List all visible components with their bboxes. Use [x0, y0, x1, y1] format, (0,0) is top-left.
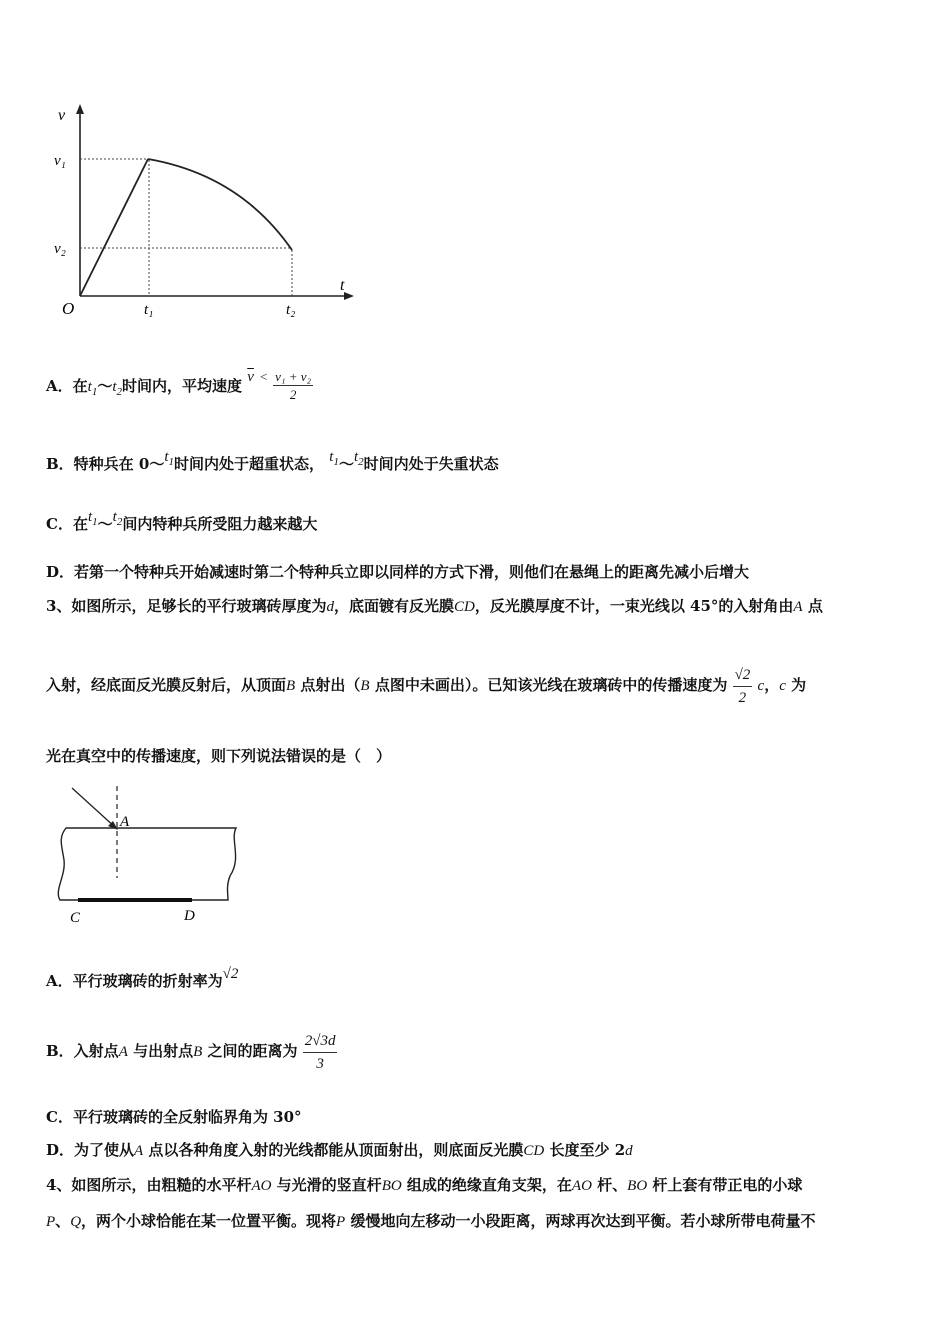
q2-a-numerator: v₁ + v₂ [275, 368, 312, 384]
slab-outline [58, 828, 236, 900]
velocity-time-graph [50, 100, 370, 325]
glass-slab-figure [50, 780, 250, 930]
q3-option-b: B．入射点A 与出射点B 之间的距离为 $\frac{2√3d}{3}$ [46, 1026, 337, 1076]
q3-speed-numerator: √2 [733, 664, 753, 687]
q4-stem-line1: 4、如图所示，由粗糙的水平杆AO 与光滑的竖直杆BO 组成的绝缘直角支架，在AO 杆、BO 杆上套有带正电的小球 [46, 1176, 803, 1194]
v2-label: v₂ [54, 241, 66, 257]
q3-b-numerator: 2√3d [303, 1030, 338, 1053]
q3-b-denominator: 3 [316, 1055, 324, 1072]
q3-speed-denominator: 2 [738, 689, 747, 706]
q3-option-a: A．平行玻璃砖的折射率为√2 [46, 966, 239, 990]
q2-option-a: A．在$t_1\sim t_2$时间内，平均速度 $\overline{v}$ < $\frac{\text{v₁ + v₂}}{2}$ [46, 368, 312, 402]
q2-a-denominator: 2 [289, 386, 297, 402]
label-c: C [70, 910, 81, 926]
origin-label: O [62, 299, 75, 318]
axis-t-label: t [340, 277, 345, 294]
label-a: A [120, 814, 130, 830]
q2-option-b: B．特种兵在 $0\sim t_1$时间内处于超重状态， $t_1\sim t_2$时间内处于失重状态 [46, 449, 499, 473]
axis-v-label: v [58, 107, 66, 124]
v-axis-arrow [76, 104, 84, 114]
t-axis-arrow [344, 292, 354, 300]
t1-label: t₁ [144, 302, 154, 318]
q3-option-d: D．为了使从A 点以各种角度入射的光线都能从顶面射出，则底面反光膜CD 长度至少 2d [46, 1141, 633, 1159]
v1-label: v₁ [54, 153, 66, 169]
decel-curve [148, 159, 292, 250]
q4-stem-line2: P、Q，两个小球恰能在某一位置平衡。现将P 缓慢地向左移动一小段距离，两球再次达到平衡。若小球所带电荷量不 [46, 1212, 816, 1230]
accel-line [80, 159, 148, 296]
q2-option-d: D．若第一个特种兵开始减速时第二个特种兵立即以同样的方式下滑，则他们在悬绳上的距离先减小后增大 [46, 563, 750, 581]
label-d: D [184, 908, 195, 924]
q3-stem-line1: 3、如图所示，足够长的平行玻璃砖厚度为d，底面镀有反光膜CD，反光膜厚度不计，一束光线以 45°的入射角由A 点 [46, 597, 823, 615]
incident-ray [72, 788, 116, 828]
t2-label: t₂ [286, 302, 296, 318]
q3-option-c: C．平行玻璃砖的全反射临界角为 30° [46, 1108, 302, 1126]
q3-stem-line3: 光在真空中的传播速度，则下列说法错误的是（ ） [46, 747, 392, 765]
q3-stem-line2: 入射，经底面反光膜反射后，从顶面B 点射出（B 点图中未画出）。已知该光线在玻璃砖中的传播速度为 $\frac{√2}{2}$ c，c 为 [46, 660, 806, 710]
q2-option-c: C．在$t_1\sim t_2$间内特种兵所受阻力越来越大 [46, 509, 318, 533]
